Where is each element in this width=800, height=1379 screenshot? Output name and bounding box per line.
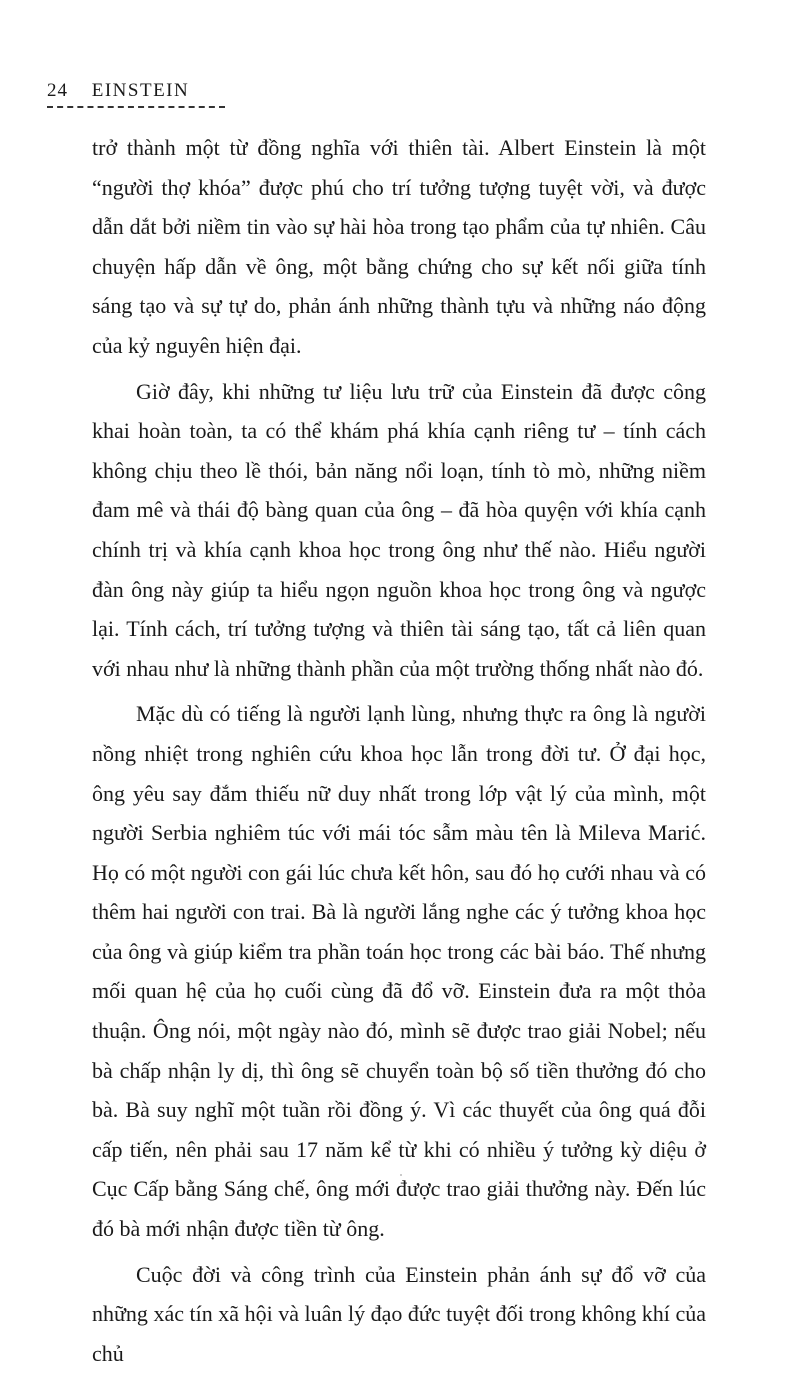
header-dashed-rule <box>47 106 225 108</box>
paragraph-4: Cuộc đời và công trình của Einstein phản ánh sự đổ vỡ của những xác tín xã hội và luân lý đạo đức tuyệt đối trong không khí của chủ <box>92 1261 706 1366</box>
running-head <box>47 80 227 102</box>
body-text <box>92 128 706 1379</box>
paragraph-2: Giờ đây, khi những tư liệu lưu trữ của Einstein đã được công khai hoàn toàn, ta có thể khám phá khía cạnh riêng tư – tính cách không chịu theo lề thói, bản năng nổi loạn, tính tò mò, những niềm đam mê và thái độ bàng quan của ông – đã hòa quyện với khía cạnh chính trị và khía cạnh khoa học trong ông như thế nào. Hiểu người đàn ông này giúp ta hiểu ngọn nguồn khoa học trong ông và ngược lại. Tính cách, trí tưởng tượng và thiên tài sáng tạo, tất cả liên quan với nhau như là những thành phần của một trường thống nhất nào đó. <box>92 378 706 681</box>
book-title: EINSTEIN <box>91 80 190 101</box>
paragraph-1: trở thành một từ đồng nghĩa với thiên tài. Albert Einstein là một “người thợ khóa” được phú cho trí tưởng tượng tuyệt vời, và được dẫn dắt bởi niềm tin vào sự hài hòa trong tạo phẩm của tự nhiên. Câu chuyện hấp dẫn về ông, một bằng chứng cho sự kết nối giữa tính sáng tạo và sự tự do, phản ánh những thành tựu và những náo động của kỷ nguyên hiện đại. <box>92 135 706 358</box>
paper-speck <box>400 1174 402 1176</box>
paragraph-3: Mặc dù có tiếng là người lạnh lùng, nhưng thực ra ông là người nồng nhiệt trong nghiên cứu khoa học lẫn trong đời tư. Ở đại học, ông yêu say đắm thiếu nữ duy nhất trong lớp vật lý của mình, một người Serbia nghiêm túc với mái tóc sẫm màu tên là Mileva Marić. Họ có một người con gái lúc chưa kết hôn, sau đó họ cưới nhau và có thêm hai người con trai. Bà là người lắng nghe các ý tưởng khoa học của ông và giúp kiểm tra phần toán học trong các bài báo. Thế nhưng mối quan hệ của họ cuối cùng đã đổ vỡ. Einstein đưa ra một thỏa thuận. Ông nói, một ngày nào đó, mình sẽ được trao giải Nobel; nếu bà chấp nhận ly dị, thì ông sẽ chuyển toàn bộ số tiền thưởng đó cho bà. Bà suy nghĩ một tuần rồi đồng ý. Vì các thuyết của ông quá đỗi cấp tiến, nên phải sau 17 năm kể từ khi có nhiều ý tưởng kỳ diệu ở Cục Cấp bằng Sáng chế, ông mới được trao giải thưởng này. Đến lúc đó bà mới nhận được tiền từ ông. <box>92 701 706 1242</box>
page-number: 24 <box>47 80 68 101</box>
